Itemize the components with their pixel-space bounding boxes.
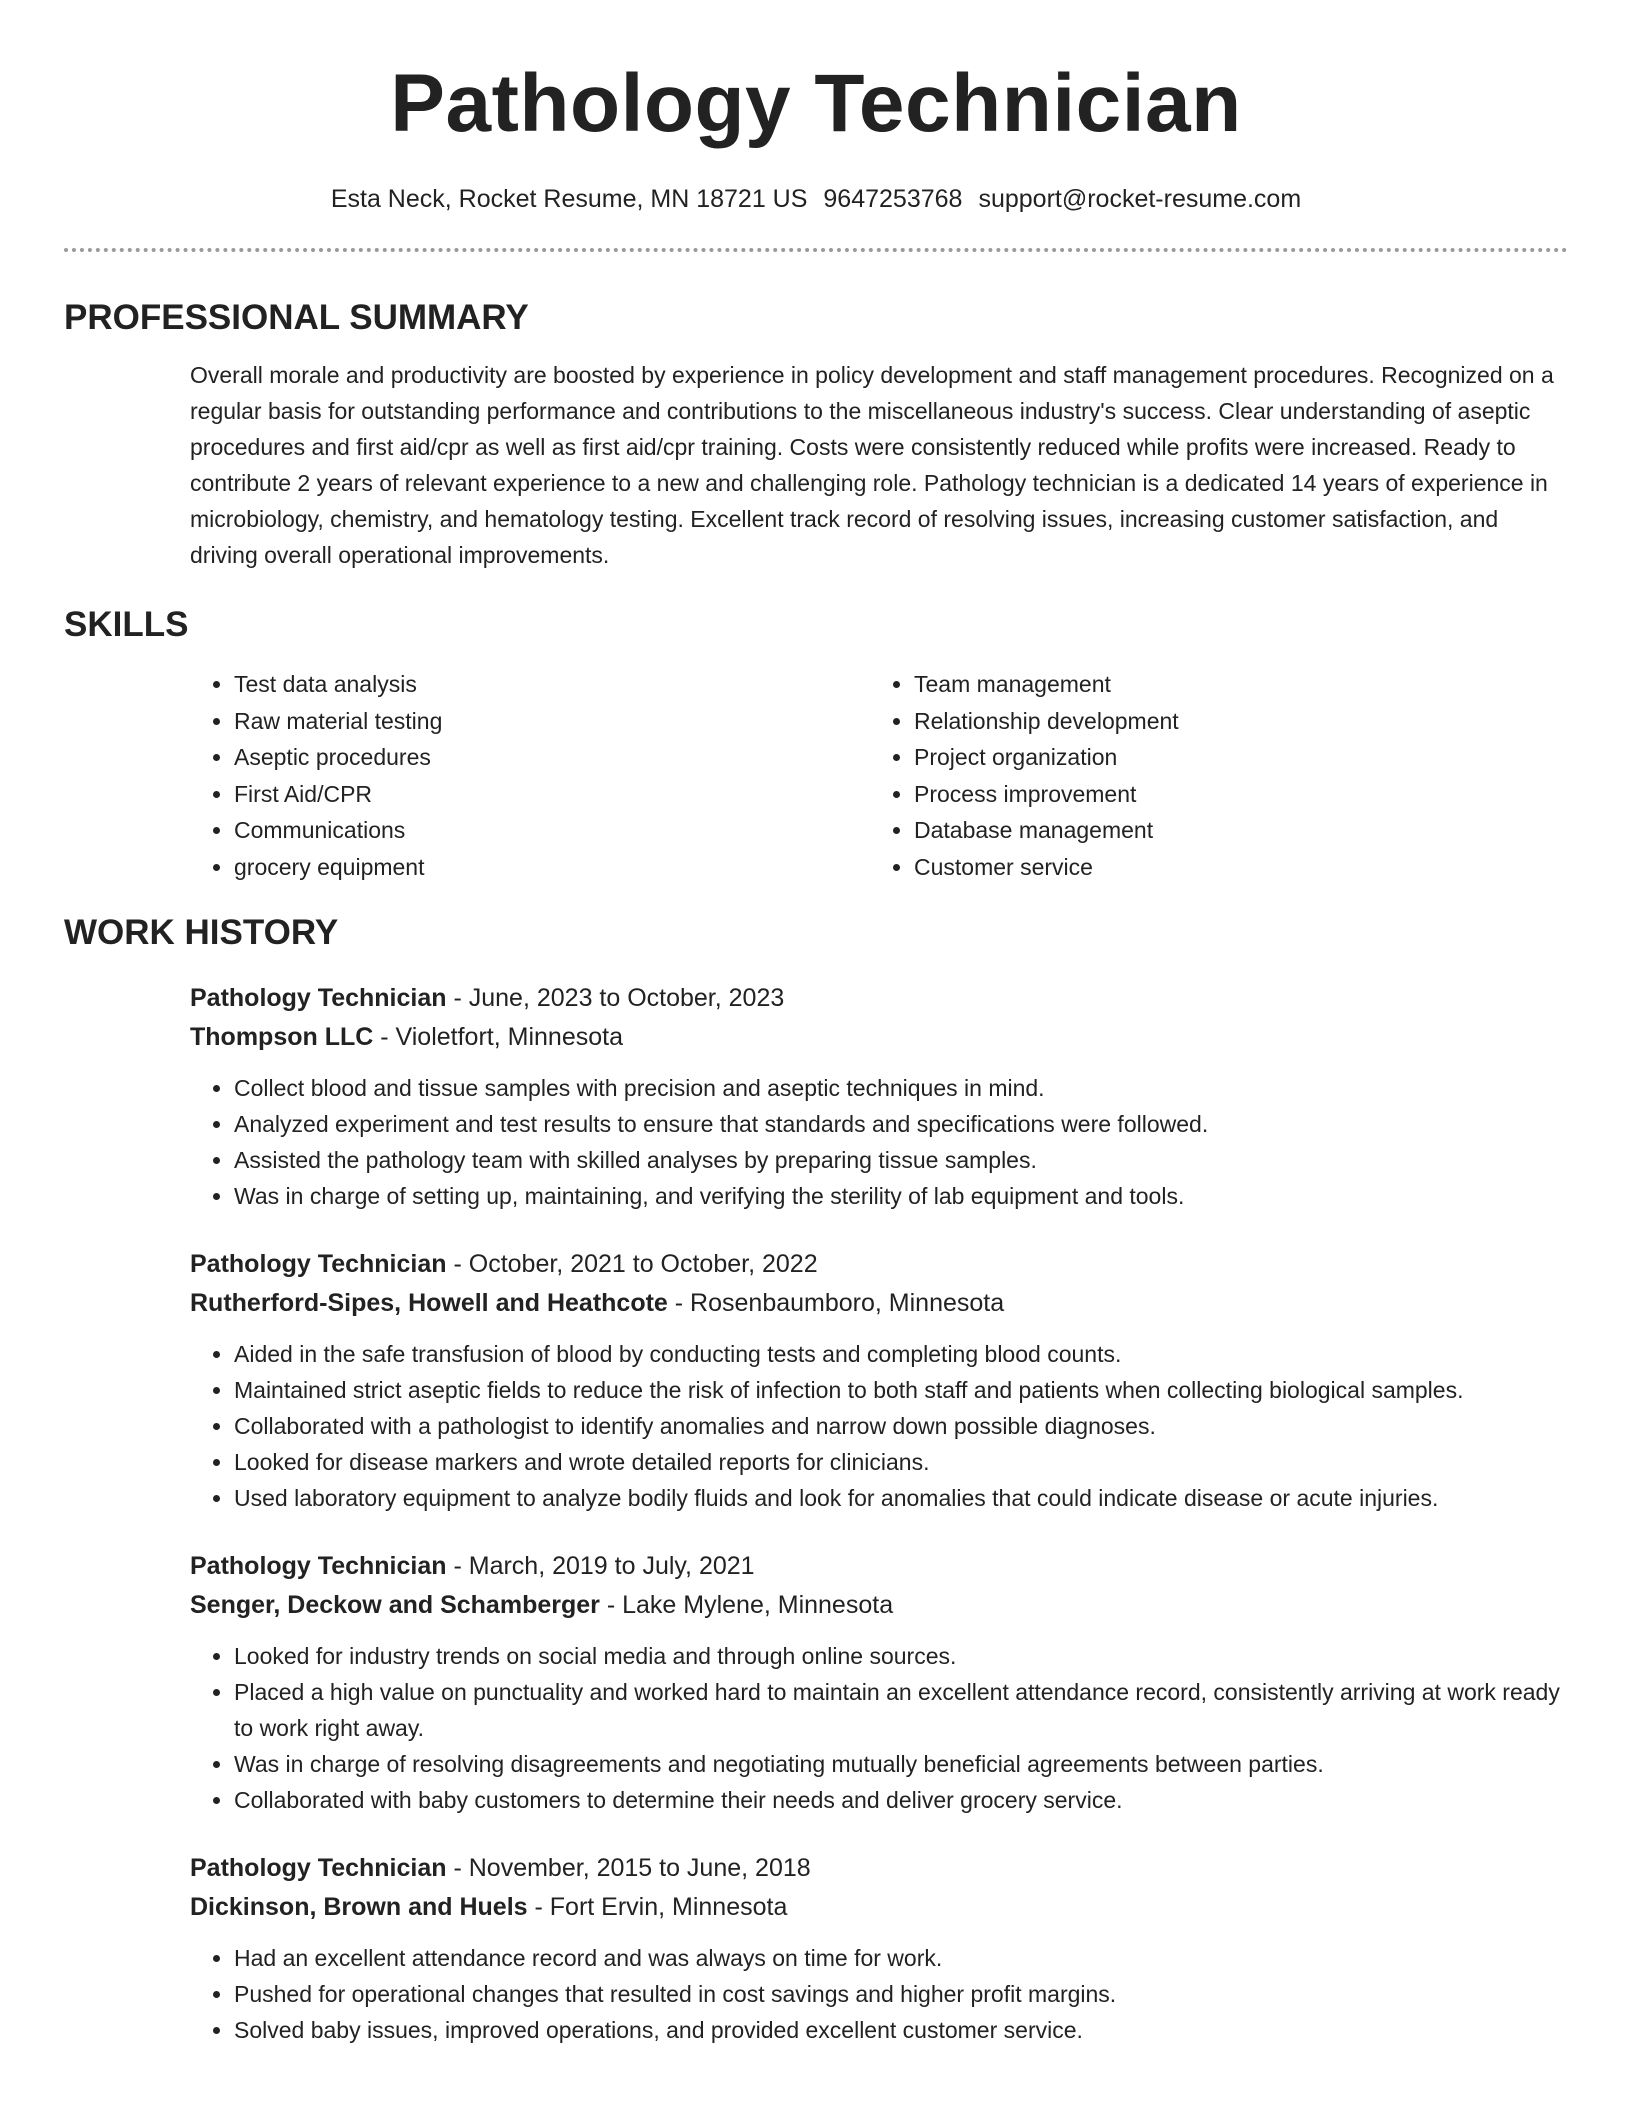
job-dates: - October, 2021 to October, 2022: [446, 1250, 818, 1278]
job-bullet: • Collect blood and tissue samples with precision and aseptic techniques in mind.: [234, 1070, 1568, 1106]
skill-item: • Process improvement: [914, 776, 1550, 813]
job-title: Pathology Technician: [190, 1552, 447, 1580]
resume-page: [64, 0, 1568, 2048]
job-location: - Lake Mylene, Minnesota: [599, 1591, 894, 1619]
job-bullets: [190, 1336, 1568, 1516]
job-company: Senger, Deckow and Schamberger: [190, 1591, 600, 1619]
job-bullet: • Collaborated with a pathologist to identify anomalies and narrow down possible diagnoses.: [234, 1408, 1568, 1444]
skill-item: • Raw material testing: [234, 703, 870, 740]
skill-item: • Relationship development: [914, 703, 1550, 740]
job-company: Dickinson, Brown and Huels: [190, 1893, 528, 1921]
work-history-heading: WORK HISTORY: [64, 913, 339, 952]
skill-item: • Project organization: [914, 739, 1550, 776]
job-dates: - March, 2019 to July, 2021: [446, 1552, 755, 1580]
job-bullets: [190, 1940, 1568, 2048]
skill-item: • Customer service: [914, 849, 1550, 886]
job-bullet: • Used laboratory equipment to analyze bodily fluids and look for anomalies that could indicate disease or acute injuries.: [234, 1480, 1568, 1516]
job-title-line: [190, 1849, 1568, 1888]
job-title-line: [190, 1547, 1568, 1586]
skills-column-left: [190, 666, 870, 885]
job-bullet: • Was in charge of setting up, maintaining, and verifying the sterility of lab equipment and tools.: [234, 1178, 1568, 1214]
job-company-line: [190, 1018, 1568, 1057]
job-bullet: • Had an excellent attendance record and was always on time for work.: [234, 1940, 1568, 1976]
skills-heading: SKILLS: [64, 605, 189, 644]
job-bullet: • Maintained strict aseptic fields to reduce the risk of infection to both staff and patients when collecting biological samples.: [234, 1372, 1568, 1408]
job-bullets: [190, 1638, 1568, 1818]
contact-line: [64, 182, 1568, 216]
skills-column-right: [870, 666, 1550, 885]
job-title-line: [190, 1245, 1568, 1284]
job-bullet: • Placed a high value on punctuality and worked hard to maintain an excellent attendance record, consistently arriving at work ready to work right away.: [234, 1674, 1568, 1746]
job-title: Pathology Technician: [190, 984, 447, 1012]
job-title: Pathology Technician: [190, 1250, 447, 1278]
job-bullet: • Was in charge of resolving disagreements and negotiating mutually beneficial agreements between parties.: [234, 1746, 1568, 1782]
job-entry: [190, 1547, 1568, 1818]
job-bullet: • Aided in the safe transfusion of blood by conducting tests and completing blood counts.: [234, 1336, 1568, 1372]
summary-heading: PROFESSIONAL SUMMARY: [64, 298, 529, 337]
job-company-line: [190, 1284, 1568, 1323]
job-bullets: [190, 1070, 1568, 1214]
job-entry: [190, 979, 1568, 1214]
contact-email: support@rocket-resume.com: [978, 185, 1302, 213]
job-title: Pathology Technician: [190, 1854, 447, 1882]
job-company: Thompson LLC: [190, 1023, 374, 1051]
job-bullet: • Looked for disease markers and wrote detailed reports for clinicians.: [234, 1444, 1568, 1480]
job-bullet: • Solved baby issues, improved operations, and provided excellent customer service.: [234, 2012, 1568, 2048]
job-company-line: [190, 1586, 1568, 1625]
job-bullet: • Pushed for operational changes that resulted in cost savings and higher profit margins.: [234, 1976, 1568, 2012]
skill-item: • Aseptic procedures: [234, 739, 870, 776]
job-bullet: • Analyzed experiment and test results to ensure that standards and specifications were followed.: [234, 1106, 1568, 1142]
job-location: - Rosenbaumboro, Minnesota: [667, 1289, 1005, 1317]
skill-item: • Team management: [914, 666, 1550, 703]
resume-title: Pathology Technician: [390, 58, 1242, 149]
header-divider: [64, 248, 1568, 252]
job-location: - Violetfort, Minnesota: [373, 1023, 623, 1051]
skill-item: • grocery equipment: [234, 849, 870, 886]
skill-item: • Database management: [914, 812, 1550, 849]
job-company-line: [190, 1888, 1568, 1927]
skill-item: • Test data analysis: [234, 666, 870, 703]
job-dates: - November, 2015 to June, 2018: [446, 1854, 811, 1882]
contact-phone: 9647253768: [823, 185, 963, 213]
skill-item: • Communications: [234, 812, 870, 849]
job-bullet: • Collaborated with baby customers to determine their needs and deliver grocery service.: [234, 1782, 1568, 1818]
job-bullet: • Assisted the pathology team with skilled analyses by preparing tissue samples.: [234, 1142, 1568, 1178]
job-title-line: [190, 979, 1568, 1018]
skills-list: [190, 666, 1568, 885]
summary-text: Overall morale and productivity are boosted by experience in policy development and staff management procedures. Recognized on a regular basis for outstanding performance and contributions to the miscellaneous industry's success. Clear understanding of aseptic procedures and first aid/cpr as well as first aid/cpr training. Costs were consistently reduced while profits were increased. Ready to contribute 2 years of relevant experience to a new and challenging role. Pathology technician is a dedicated 14 years of experience in microbiology, chemistry, and hematology testing. Excellent track record of resolving issues, increasing customer satisfaction, and driving overall operational improvements.: [190, 362, 1554, 568]
skill-item: • First Aid/CPR: [234, 776, 870, 813]
contact-address: Esta Neck, Rocket Resume, MN 18721 US: [330, 185, 808, 213]
job-bullet: • Looked for industry trends on social media and through online sources.: [234, 1638, 1568, 1674]
job-entry: [190, 1245, 1568, 1516]
job-dates: - June, 2023 to October, 2023: [446, 984, 785, 1012]
job-entry: [190, 1849, 1568, 2048]
job-company: Rutherford-Sipes, Howell and Heathcote: [190, 1289, 668, 1317]
job-location: - Fort Ervin, Minnesota: [527, 1893, 788, 1921]
